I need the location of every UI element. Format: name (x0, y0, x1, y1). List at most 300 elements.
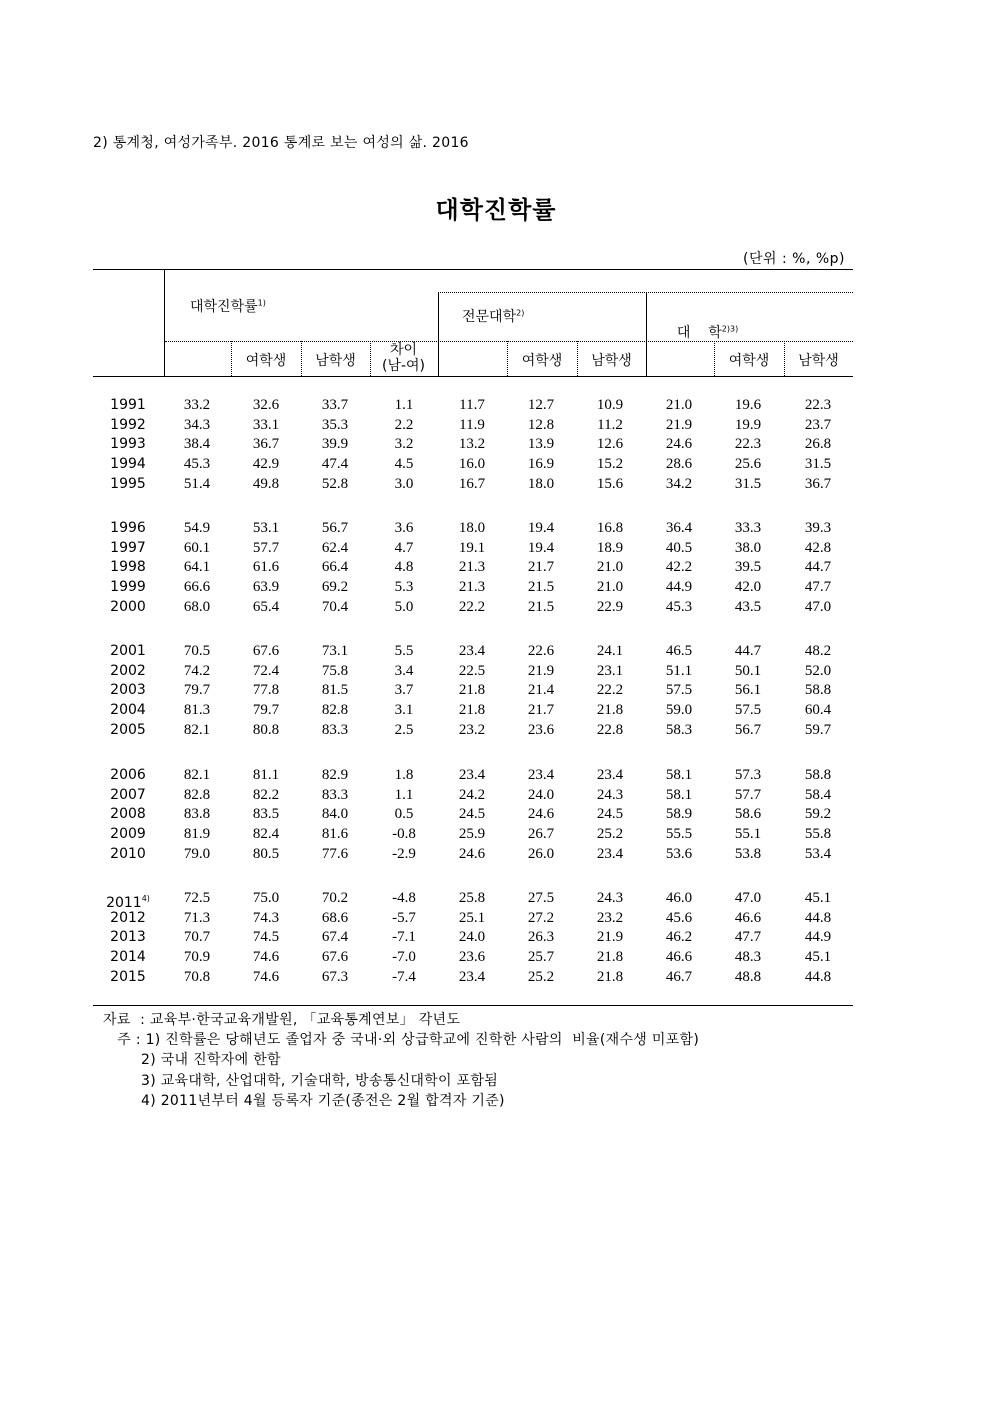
value-cell: 44.8 (804, 909, 832, 926)
value-cell: 12.7 (527, 397, 555, 413)
footnote-1: 주 : 1) 진학률은 당해년도 졸업자 중 국내·외 상급학교에 진학한 사람의 비율(재수생 미포함) (103, 1032, 700, 1049)
value-cell: 80.8 (252, 721, 280, 738)
value-cell: 58.1 (665, 786, 693, 803)
value-cell: 21.8 (458, 702, 486, 719)
value-cell: 82.2 (252, 786, 280, 803)
year-cell (97, 396, 159, 416)
value-cell: 59.7 (804, 721, 832, 738)
value-cell: 33.1 (252, 416, 280, 433)
header-college-rate (190, 296, 266, 316)
value-cell: 27.2 (527, 909, 555, 926)
year-cell (97, 455, 159, 475)
value-cell: 18.0 (458, 520, 486, 536)
value-cell: 83.3 (321, 721, 349, 738)
value-cell: 45.3 (183, 456, 211, 473)
value-cell: 5.0 (394, 598, 414, 615)
value-cell: 81.9 (183, 826, 211, 843)
value-cell: 49.8 (252, 475, 280, 492)
value-cell: 19.4 (527, 539, 555, 556)
table-row (0, 475, 992, 495)
value-cell: 4.7 (394, 539, 414, 556)
value-cell: 46.5 (665, 643, 693, 659)
value-cell: 67.6 (321, 949, 349, 966)
value-cell: 26.8 (804, 436, 832, 453)
value-cell: 23.4 (458, 643, 486, 659)
table-row (0, 825, 992, 845)
year-cell (97, 948, 159, 968)
header-male: 남학생 (591, 353, 632, 369)
year-label: 1997 (110, 539, 146, 556)
value-cell: 66.4 (321, 559, 349, 576)
value-cell: 19.4 (527, 520, 555, 536)
year-cell (97, 928, 159, 948)
value-cell: 22.5 (458, 662, 486, 679)
value-cell: 23.2 (458, 721, 486, 738)
value-cell: -7.0 (392, 949, 416, 966)
year-cell (97, 701, 159, 721)
value-cell: 47.0 (734, 890, 762, 906)
year-label: 2006 (110, 767, 146, 783)
value-cell: 68.0 (183, 598, 211, 615)
value-cell: 54.9 (183, 520, 211, 536)
year-cell (97, 968, 159, 988)
value-cell: 81.3 (183, 702, 211, 719)
header-bottom-rule (93, 376, 853, 377)
header-junior-college (462, 306, 524, 326)
row-group (0, 519, 992, 617)
year-label: 2011 (106, 895, 142, 911)
value-cell: 57.7 (252, 539, 280, 556)
value-cell: 3.2 (394, 436, 414, 453)
value-cell: 3.4 (394, 662, 414, 679)
value-cell: 36.4 (665, 520, 693, 536)
value-cell: 24.0 (527, 786, 555, 803)
value-cell: 24.2 (458, 786, 486, 803)
header-female: 여학생 (728, 353, 770, 369)
year-label: 2015 (110, 968, 146, 985)
value-cell: 45.1 (804, 890, 832, 906)
value-cell: 82.8 (183, 786, 211, 803)
value-cell: 45.3 (665, 598, 693, 615)
value-cell: 74.5 (252, 929, 280, 946)
value-cell: 46.6 (734, 909, 762, 926)
value-cell: 22.2 (458, 598, 486, 615)
value-cell: 74.6 (252, 949, 280, 966)
value-cell: -0.8 (392, 826, 416, 843)
value-cell: 24.6 (665, 436, 693, 453)
value-cell: 58.8 (804, 767, 832, 783)
value-cell: 64.1 (183, 559, 211, 576)
value-cell: 70.9 (183, 949, 211, 966)
value-cell: 15.6 (596, 475, 624, 492)
value-cell: 51.1 (665, 662, 693, 679)
value-cell: 82.1 (183, 767, 211, 783)
value-cell: 12.8 (527, 416, 555, 433)
row-group (0, 766, 992, 864)
header-sub-rule (165, 341, 853, 342)
value-cell: 39.9 (321, 436, 349, 453)
value-cell: 58.1 (665, 767, 693, 783)
value-cell: 11.9 (459, 416, 485, 433)
value-cell: 42.8 (804, 539, 832, 556)
value-cell: 44.9 (665, 579, 693, 596)
value-cell: 3.7 (394, 682, 414, 699)
year-cell (97, 558, 159, 578)
value-cell: 46.6 (665, 949, 693, 966)
value-cell: 33.3 (734, 520, 762, 536)
year-label: 1999 (110, 579, 146, 596)
value-cell: 48.2 (804, 643, 832, 659)
value-cell: 24.6 (458, 845, 486, 862)
value-cell: 21.3 (458, 579, 486, 596)
value-cell: 62.4 (321, 539, 349, 556)
value-cell: 19.1 (458, 539, 486, 556)
value-cell: 24.6 (527, 806, 555, 823)
page-title: 대학진학률 (435, 196, 557, 224)
value-cell: 21.8 (596, 949, 624, 966)
value-cell: 39.3 (804, 520, 832, 536)
value-cell: 53.6 (665, 845, 693, 862)
value-cell: 70.5 (183, 643, 211, 659)
table-row (0, 455, 992, 475)
value-cell: 21.7 (527, 559, 555, 576)
value-cell: 67.6 (252, 643, 280, 659)
value-cell: 2.5 (394, 721, 414, 738)
value-cell: 35.3 (321, 416, 349, 433)
value-cell: 46.2 (665, 929, 693, 946)
value-cell: 23.1 (596, 662, 624, 679)
table-row (0, 766, 992, 786)
year-label: 2005 (110, 721, 146, 738)
year-label: 1991 (110, 397, 146, 413)
value-cell: -7.4 (392, 968, 416, 985)
value-cell: 0.5 (394, 806, 414, 823)
year-label: 2000 (110, 598, 146, 615)
value-cell: 56.7 (321, 520, 349, 536)
header-junior-college-label: 전문대학 (462, 309, 517, 325)
value-cell: 31.5 (734, 475, 762, 492)
value-cell: 36.7 (804, 475, 832, 492)
value-cell: 33.7 (321, 397, 349, 413)
value-cell: 21.0 (596, 579, 624, 596)
value-cell: 83.5 (252, 806, 280, 823)
value-cell: 1.8 (394, 767, 414, 783)
value-cell: 21.9 (527, 662, 555, 679)
year-cell (97, 416, 159, 436)
footnote-3: 3) 교육대학, 산업대학, 기술대학, 방송통신대학이 포함됨 (103, 1072, 499, 1089)
value-cell: 43.5 (734, 598, 762, 615)
value-cell: 10.9 (596, 397, 624, 413)
header-college-rate-label: 대학진학률 (190, 299, 258, 315)
value-cell: 59.0 (665, 702, 693, 719)
year-label: 1992 (110, 416, 146, 433)
year-label: 2004 (110, 702, 146, 719)
value-cell: 18.9 (596, 539, 624, 556)
header-footnote-mark: 2)3) (721, 324, 739, 334)
value-cell: 28.6 (665, 456, 693, 473)
value-cell: 83.8 (183, 806, 211, 823)
table-row (0, 889, 992, 909)
value-cell: 60.4 (804, 702, 832, 719)
value-cell: 21.4 (527, 682, 555, 699)
value-cell: 1.1 (394, 397, 414, 413)
value-cell: 24.5 (458, 806, 486, 823)
value-cell: 79.7 (252, 702, 280, 719)
value-cell: 72.4 (252, 662, 280, 679)
value-cell: 57.5 (734, 702, 762, 719)
value-cell: 21.5 (527, 598, 555, 615)
value-cell: 18.0 (527, 475, 555, 492)
value-cell: 51.4 (183, 475, 211, 492)
value-cell: 24.1 (596, 643, 624, 659)
value-cell: 11.7 (459, 397, 485, 413)
value-cell: 82.8 (321, 702, 349, 719)
value-cell: 3.0 (394, 475, 414, 492)
header-male: 남학생 (798, 353, 839, 369)
value-cell: 82.1 (183, 721, 211, 738)
value-cell: 21.9 (665, 416, 693, 433)
value-cell: 75.0 (252, 890, 280, 906)
value-cell: 69.2 (321, 579, 349, 596)
value-cell: 11.2 (597, 416, 623, 433)
value-cell: 23.4 (596, 845, 624, 862)
value-cell: 23.4 (596, 767, 624, 783)
year-label: 1998 (110, 559, 146, 576)
value-cell: 16.9 (527, 456, 555, 473)
table-row (0, 435, 992, 455)
value-cell: 58.3 (665, 721, 693, 738)
value-cell: 23.4 (458, 767, 486, 783)
value-cell: 58.8 (804, 682, 832, 699)
table-row (0, 558, 992, 578)
table-bottom-rule (93, 1005, 853, 1006)
table-row (0, 948, 992, 968)
value-cell: 74.6 (252, 968, 280, 985)
value-cell: 25.7 (527, 949, 555, 966)
year-label: 2012 (110, 909, 146, 926)
value-cell: 22.6 (527, 643, 555, 659)
value-cell: 23.4 (527, 767, 555, 783)
year-cell (97, 435, 159, 455)
table-row (0, 845, 992, 865)
footnotes (103, 1010, 699, 1111)
year-label: 2007 (110, 786, 146, 803)
table-row (0, 968, 992, 988)
year-label: 1993 (110, 436, 146, 453)
year-cell (97, 642, 159, 662)
value-cell: 5.3 (394, 579, 414, 596)
footnote-4: 4) 2011년부터 4월 등록자 기준(종전은 2월 합격자 기준) (103, 1092, 505, 1109)
header-difference-line2: (남-여) (381, 358, 426, 374)
value-cell: 24.3 (596, 786, 624, 803)
table-row (0, 578, 992, 598)
value-cell: 31.5 (804, 456, 832, 473)
year-label: 2010 (110, 845, 146, 862)
value-cell: 21.3 (458, 559, 486, 576)
top-note: 2) 통계청, 여성가족부. 2016 통계로 보는 여성의 삶. 2016 (93, 135, 469, 151)
year-cell (97, 805, 159, 825)
value-cell: 56.7 (734, 721, 762, 738)
value-cell: 15.2 (596, 456, 624, 473)
table-row (0, 539, 992, 559)
value-cell: 22.8 (596, 721, 624, 738)
year-cell (97, 766, 159, 786)
value-cell: 55.8 (804, 826, 832, 843)
value-cell: 70.4 (321, 598, 349, 615)
value-cell: 72.5 (183, 890, 211, 906)
value-cell: 16.0 (458, 456, 486, 473)
year-cell (97, 825, 159, 845)
value-cell: 34.3 (183, 416, 211, 433)
value-cell: 33.2 (183, 397, 211, 413)
value-cell: 58.4 (804, 786, 832, 803)
value-cell: 38.0 (734, 539, 762, 556)
year-label: 1994 (110, 456, 146, 473)
value-cell: 61.6 (252, 559, 280, 576)
footnote-2: 2) 국내 진학자에 한함 (103, 1052, 281, 1069)
group3-divider (646, 292, 647, 377)
header-university-label: 대 학 (676, 325, 722, 341)
value-cell: 65.4 (252, 598, 280, 615)
value-cell: 47.4 (321, 456, 349, 473)
value-cell: 58.6 (734, 806, 762, 823)
value-cell: 25.8 (458, 890, 486, 906)
header-female: 여학생 (521, 353, 563, 369)
year-cell (97, 786, 159, 806)
row-group (0, 396, 992, 494)
value-cell: 84.0 (321, 806, 349, 823)
value-cell: 52.0 (804, 662, 832, 679)
value-cell: 70.7 (183, 929, 211, 946)
year-footnote-mark: 4) (141, 894, 150, 903)
table-row (0, 396, 992, 416)
year-cell (97, 598, 159, 618)
value-cell: 23.4 (458, 968, 486, 985)
value-cell: 23.6 (458, 949, 486, 966)
table-top-rule (93, 269, 853, 270)
value-cell: 23.2 (596, 909, 624, 926)
table-row (0, 416, 992, 436)
value-cell: 66.6 (183, 579, 211, 596)
value-cell: 67.3 (321, 968, 349, 985)
value-cell: 68.6 (321, 909, 349, 926)
value-cell: 21.7 (527, 702, 555, 719)
table-row (0, 701, 992, 721)
year-label: 2014 (110, 949, 146, 966)
value-cell: 42.2 (665, 559, 693, 576)
value-cell: 81.6 (321, 826, 349, 843)
value-cell: 45.6 (665, 909, 693, 926)
value-cell: 46.7 (665, 968, 693, 985)
value-cell: 71.3 (183, 909, 211, 926)
value-cell: 67.4 (321, 929, 349, 946)
header-university (668, 306, 738, 342)
value-cell: 22.3 (734, 436, 762, 453)
value-cell: 21.8 (596, 968, 624, 985)
table-row (0, 519, 992, 539)
value-cell: 75.8 (321, 662, 349, 679)
value-cell: 81.1 (252, 767, 280, 783)
value-cell: -4.8 (392, 890, 416, 906)
row-group (0, 642, 992, 740)
value-cell: 24.5 (596, 806, 624, 823)
value-cell: 44.9 (804, 929, 832, 946)
value-cell: 22.9 (596, 598, 624, 615)
year-cell (97, 519, 159, 539)
value-cell: 79.0 (183, 845, 211, 862)
value-cell: 12.6 (596, 436, 624, 453)
value-cell: 23.6 (527, 721, 555, 738)
value-cell: 19.6 (734, 397, 762, 413)
year-cell (97, 721, 159, 741)
year-column-divider (164, 269, 165, 377)
value-cell: 47.7 (804, 579, 832, 596)
value-cell: 26.0 (527, 845, 555, 862)
value-cell: 32.6 (252, 397, 280, 413)
value-cell: 22.2 (596, 682, 624, 699)
value-cell: 24.0 (458, 929, 486, 946)
value-cell: 45.1 (804, 949, 832, 966)
value-cell: 55.5 (665, 826, 693, 843)
year-cell (97, 578, 159, 598)
value-cell: 81.5 (321, 682, 349, 699)
value-cell: 42.0 (734, 579, 762, 596)
value-cell: 50.1 (734, 662, 762, 679)
table-row (0, 681, 992, 701)
header-female: 여학생 (245, 353, 287, 369)
value-cell: 3.6 (394, 520, 414, 536)
year-label: 1995 (110, 475, 146, 492)
value-cell: 25.2 (596, 826, 624, 843)
year-cell (97, 909, 159, 929)
value-cell: 24.3 (596, 890, 624, 906)
table-row (0, 786, 992, 806)
value-cell: 53.1 (252, 520, 280, 536)
value-cell: 73.1 (321, 643, 349, 659)
value-cell: 25.9 (458, 826, 486, 843)
table-row (0, 642, 992, 662)
year-label: 2001 (110, 643, 146, 659)
year-label: 2008 (110, 806, 146, 823)
value-cell: 83.3 (321, 786, 349, 803)
value-cell: -7.1 (392, 929, 416, 946)
table-row (0, 928, 992, 948)
value-cell: 1.1 (394, 786, 414, 803)
table-row (0, 909, 992, 929)
value-cell: 23.7 (804, 416, 832, 433)
value-cell: 40.5 (665, 539, 693, 556)
value-cell: 16.7 (458, 475, 486, 492)
value-cell: 74.2 (183, 662, 211, 679)
header-difference-line1: 차이 (389, 342, 418, 358)
value-cell: 70.2 (321, 890, 349, 906)
value-cell: 48.3 (734, 949, 762, 966)
value-cell: 79.7 (183, 682, 211, 699)
value-cell: 26.7 (527, 826, 555, 843)
year-label: 2002 (110, 662, 146, 679)
value-cell: 13.2 (458, 436, 486, 453)
value-cell: -2.9 (392, 845, 416, 862)
row-group (0, 889, 992, 987)
value-cell: 70.8 (183, 968, 211, 985)
value-cell: 13.9 (527, 436, 555, 453)
value-cell: -5.7 (392, 909, 416, 926)
value-cell: 60.1 (183, 539, 211, 556)
value-cell: 82.9 (321, 767, 349, 783)
value-cell: 21.0 (665, 397, 693, 413)
value-cell: 47.7 (734, 929, 762, 946)
value-cell: 21.8 (596, 702, 624, 719)
